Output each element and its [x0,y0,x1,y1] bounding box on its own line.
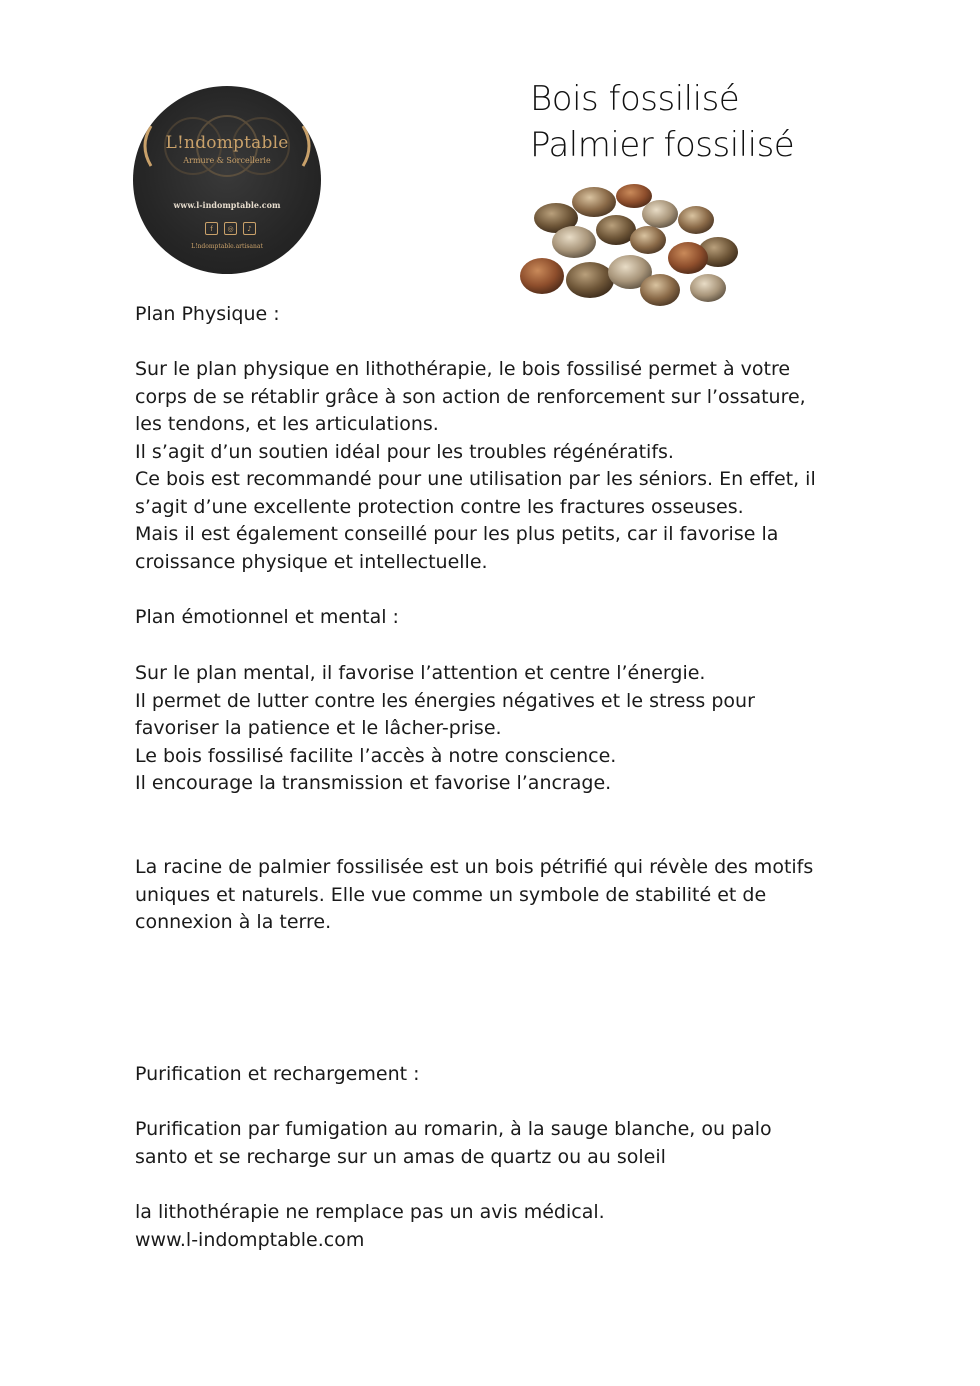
brand-logo [133,86,321,274]
title-line-2: Palmier fossilisé [530,125,795,165]
facebook-icon: f [205,222,218,235]
instagram-icon: ◎ [224,222,237,235]
text-line: les tendons, et les articulations. [135,413,439,435]
text-line: favoriser la patience et le lâcher-prise. [135,717,502,739]
fossil-wood-stones-image [512,180,752,316]
text-line: Sur le plan mental, il favorise l’attention et centre l’énergie. [135,662,706,684]
paragraph-palmier [135,854,813,937]
logo-social-icons [205,222,256,235]
text-line: corps de se rétablir grâce à son action de renforcement sur l’ossature, [135,385,806,408]
disclaimer-text: la lithothérapie ne remplace pas un avis médical. [135,1201,605,1223]
text-line: Il permet de lutter contre les énergies négatives et le stress pour [135,689,755,712]
text-line: santo et se recharge sur un amas de quartz ou au soleil [135,1145,666,1168]
title-line-1: Bois fossilisé [530,79,740,119]
text-line: Mais il est également conseillé pour les plus petits, car il favorise la [135,523,779,545]
footer-notes [135,1199,605,1254]
text-line: Le bois fossilisé facilite l’accès à notre conscience. [135,744,617,767]
paragraph-plan-physique [135,356,816,576]
heading-plan-emotionnel: Plan émotionnel et mental : [135,606,399,628]
logo-subtitle: Armure & Sorcellerie [183,156,271,165]
page-title [530,76,794,168]
text-line: croissance physique et intellectuelle. [135,550,488,573]
logo-url: www.l-indomptable.com [173,200,281,210]
paragraph-plan-emotionnel [135,660,755,798]
paragraph-purification [135,1116,772,1171]
tiktok-icon: ♪ [243,222,256,235]
heading-purification: Purification et rechargement : [135,1063,420,1085]
logo-name: L!ndomptable [165,133,289,153]
heading-plan-physique: Plan Physique : [135,303,280,325]
text-line: s’agit d’une excellente protection contre les fractures osseuses. [135,495,744,518]
website-link[interactable]: www.l-indomptable.com [135,1228,365,1251]
text-line: Sur le plan physique en lithothérapie, le bois fossilisé permet à votre [135,358,791,380]
text-line: Il encourage la transmission et favorise l’ancrage. [135,772,612,794]
text-line: Ce bois est recommandé pour une utilisation par les séniors. En effet, il [135,468,816,490]
logo-handle: L!ndomptable.artisanat [191,243,263,250]
text-line: La racine de palmier fossilisée est un bois pétrifié qui révèle des motifs [135,856,814,878]
text-line: connexion à la terre. [135,911,332,933]
text-line: Purification par fumigation au romarin, à la sauge blanche, ou palo [135,1118,772,1140]
text-line: Il s’agit d’un soutien idéal pour les troubles régénératifs. [135,440,674,463]
text-line: uniques et naturels. Elle vue comme un symbole de stabilité et de [135,883,767,906]
